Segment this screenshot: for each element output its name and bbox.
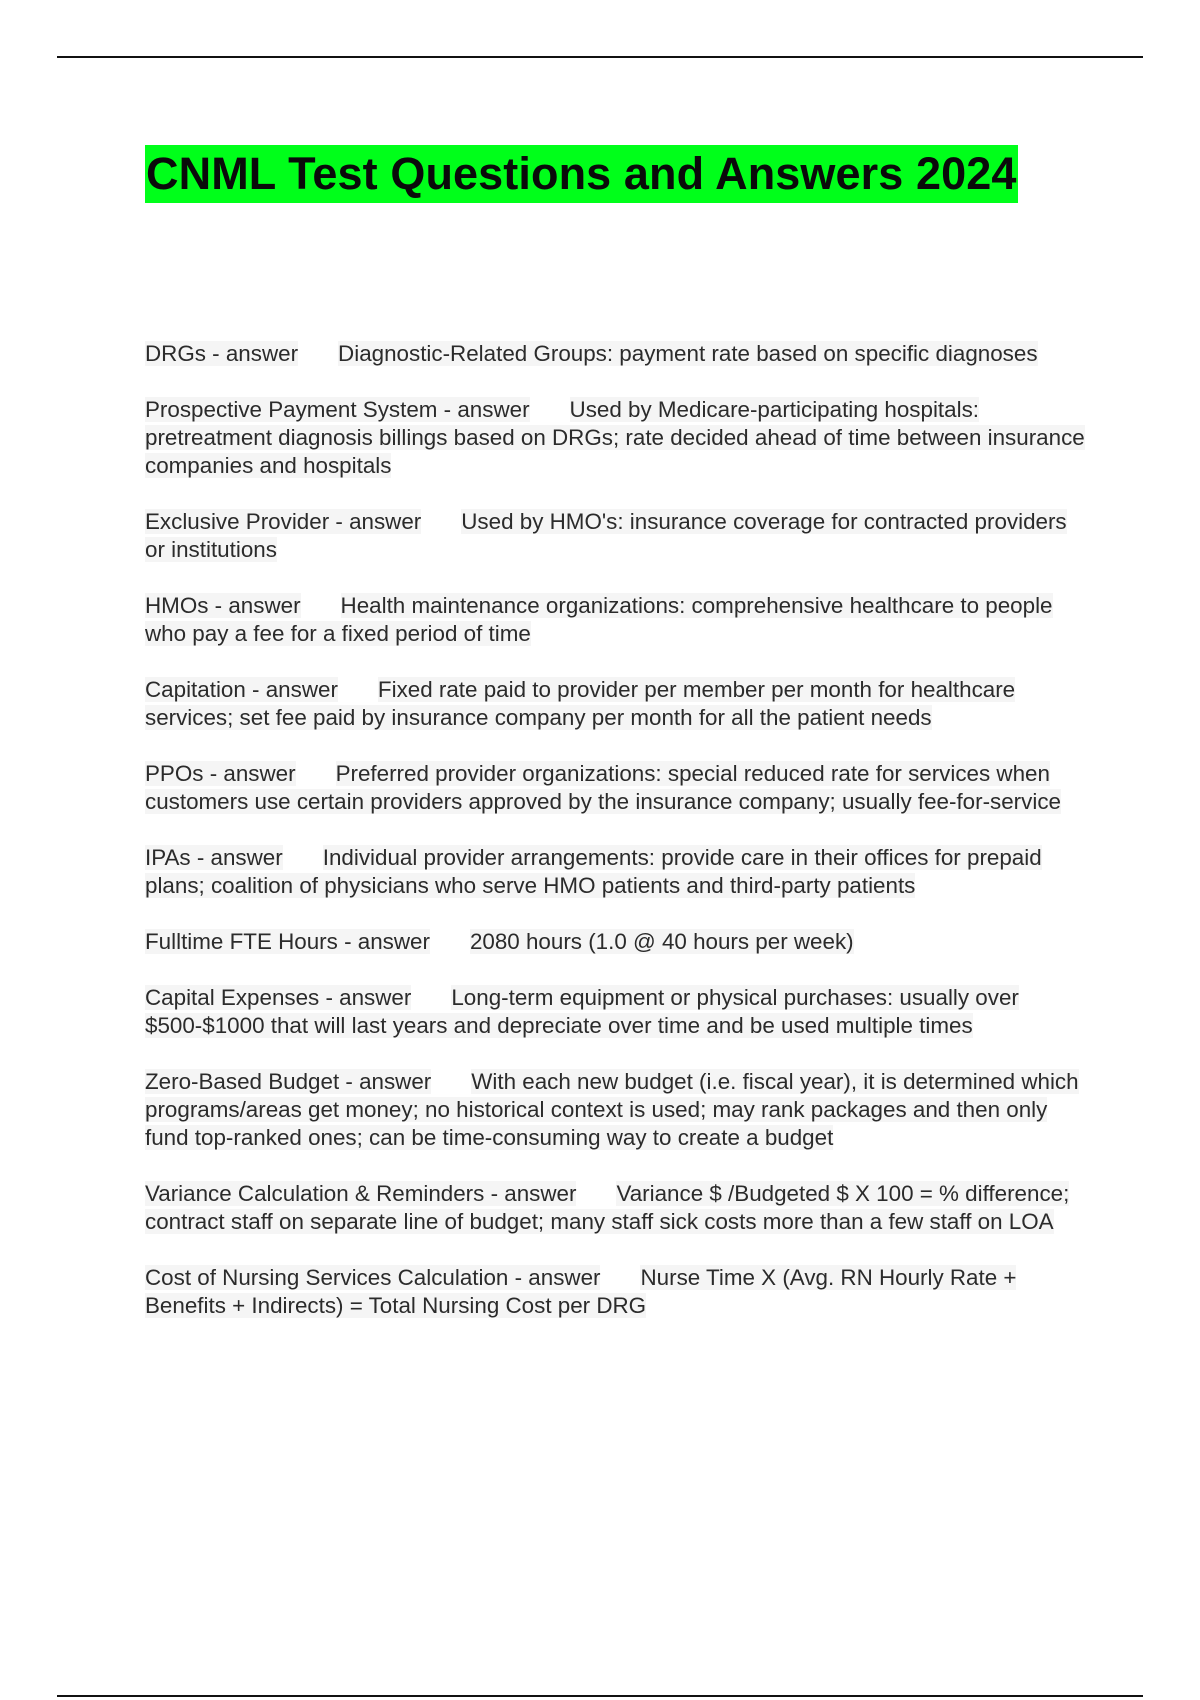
qa-term: Fulltime FTE Hours	[145, 929, 338, 954]
answer-label: answer	[457, 397, 530, 422]
qa-definition: Long-term equipment or physical purchases: usually over $500-$1000 that will last years and depreciate over time and be used multiple times	[145, 985, 1019, 1038]
qa-item: HMOs - answer Health maintenance organizations: comprehensive healthcare to people who pay a fee for a fixed period of time	[145, 593, 1053, 646]
answer-label: answer	[359, 1069, 432, 1094]
answer-label: answer	[528, 1265, 601, 1290]
qa-term: DRGs	[145, 341, 206, 366]
answer-label: answer	[228, 593, 301, 618]
qa-item: Prospective Payment System - answer Used by Medicare-participating hospitals: pretreatment diagnosis billings based on DRGs; rate decided ahead of time between insurance companies and hospitals	[145, 397, 1085, 478]
qa-definition: Diagnostic-Related Groups: payment rate based on specific diagnoses	[338, 341, 1038, 366]
qa-term: Zero-Based Budget	[145, 1069, 340, 1094]
qa-definition: With each new budget (i.e. fiscal year), it is determined which programs/areas get money; no historical context is used; may rank packages and then only fund top-ranked ones; can be time-consuming way to create a budget	[145, 1069, 1079, 1150]
answer-label: answer	[504, 1181, 577, 1206]
qa-definition: Health maintenance organizations: comprehensive healthcare to people who pay a fee for a fixed period of time	[145, 593, 1053, 646]
answer-label: answer	[223, 761, 296, 786]
qa-list	[145, 340, 1090, 1348]
qa-item: Capitation - answer Fixed rate paid to provider per member per month for healthcare services; set fee paid by insurance company per month for all the patient needs	[145, 677, 1016, 730]
page-title: CNML Test Questions and Answers 2024	[145, 145, 1018, 203]
qa-term: Exclusive Provider	[145, 509, 330, 534]
qa-item: Exclusive Provider - answer Used by HMO's: insurance coverage for contracted providers or institutions	[145, 509, 1067, 562]
qa-item: DRGs - answer Diagnostic-Related Groups: payment rate based on specific diagnoses	[145, 341, 1038, 366]
qa-term: PPOs	[145, 761, 204, 786]
qa-term: IPAs	[145, 845, 191, 870]
qa-definition: Used by HMO's: insurance coverage for contracted providers or institutions	[145, 509, 1067, 562]
qa-item: Cost of Nursing Services Calculation - answer Nurse Time X (Avg. RN Hourly Rate + Benefits + Indirects) = Total Nursing Cost per DRG	[145, 1265, 1017, 1318]
qa-definition: Used by Medicare-participating hospitals: pretreatment diagnosis billings based on DRGs; rate decided ahead of time between insurance companies and hospitals	[145, 397, 1085, 478]
qa-term: Capitation	[145, 677, 246, 702]
qa-definition: Individual provider arrangements: provide care in their offices for prepaid plans; coalition of physicians who serve HMO patients and third-party patients	[145, 845, 1042, 898]
answer-label: answer	[225, 341, 299, 366]
bottom-rule	[57, 1695, 1143, 1697]
qa-definition: 2080 hours (1.0 @ 40 hours per week)	[469, 929, 854, 954]
top-rule	[57, 56, 1143, 58]
qa-item: Fulltime FTE Hours - answer 2080 hours (1.0 @ 40 hours per week)	[145, 929, 854, 954]
title-block	[145, 145, 1018, 203]
answer-label: answer	[210, 845, 283, 870]
qa-term: Prospective Payment System	[145, 397, 438, 422]
qa-item: Capital Expenses - answer Long-term equipment or physical purchases: usually over $500-$1000 that will last years and depreciate over time and be used multiple times	[145, 985, 1019, 1038]
qa-term: Capital Expenses	[145, 985, 320, 1010]
qa-item: Variance Calculation & Reminders - answer Variance $ /Budgeted $ X 100 = % difference; contract staff on separate line of budget; many staff sick costs more than a few staff on LOA	[145, 1181, 1070, 1234]
qa-term: Cost of Nursing Services Calculation	[145, 1265, 509, 1290]
qa-definition: Preferred provider organizations: special reduced rate for services when customers use certain providers approved by the insurance company; usually fee-for-service	[145, 761, 1061, 814]
qa-definition: Nurse Time X (Avg. RN Hourly Rate + Benefits + Indirects) = Total Nursing Cost per DRG	[145, 1265, 1017, 1318]
qa-definition: Fixed rate paid to provider per member per month for healthcare services; set fee paid by insurance company per month for all the patient needs	[145, 677, 1016, 730]
qa-term: HMOs	[145, 593, 209, 618]
qa-term: Variance Calculation & Reminders	[145, 1181, 485, 1206]
qa-item: PPOs - answer Preferred provider organizations: special reduced rate for services when customers use certain providers approved by the insurance company; usually fee-for-service	[145, 761, 1061, 814]
qa-definition: Variance $ /Budgeted $ X 100 = % difference; contract staff on separate line of budget; many staff sick costs more than a few staff on LOA	[145, 1181, 1070, 1234]
answer-label: answer	[349, 509, 422, 534]
answer-label: answer	[265, 677, 338, 702]
qa-item: IPAs - answer Individual provider arrangements: provide care in their offices for prepaid plans; coalition of physicians who serve HMO patients and third-party patients	[145, 845, 1042, 898]
answer-label: answer	[339, 985, 412, 1010]
qa-item: Zero-Based Budget - answer With each new budget (i.e. fiscal year), it is determined which programs/areas get money; no historical context is used; may rank packages and then only fund top-ranked ones; can be time-consuming way to create a budget	[145, 1069, 1079, 1150]
answer-label: answer	[357, 929, 430, 954]
